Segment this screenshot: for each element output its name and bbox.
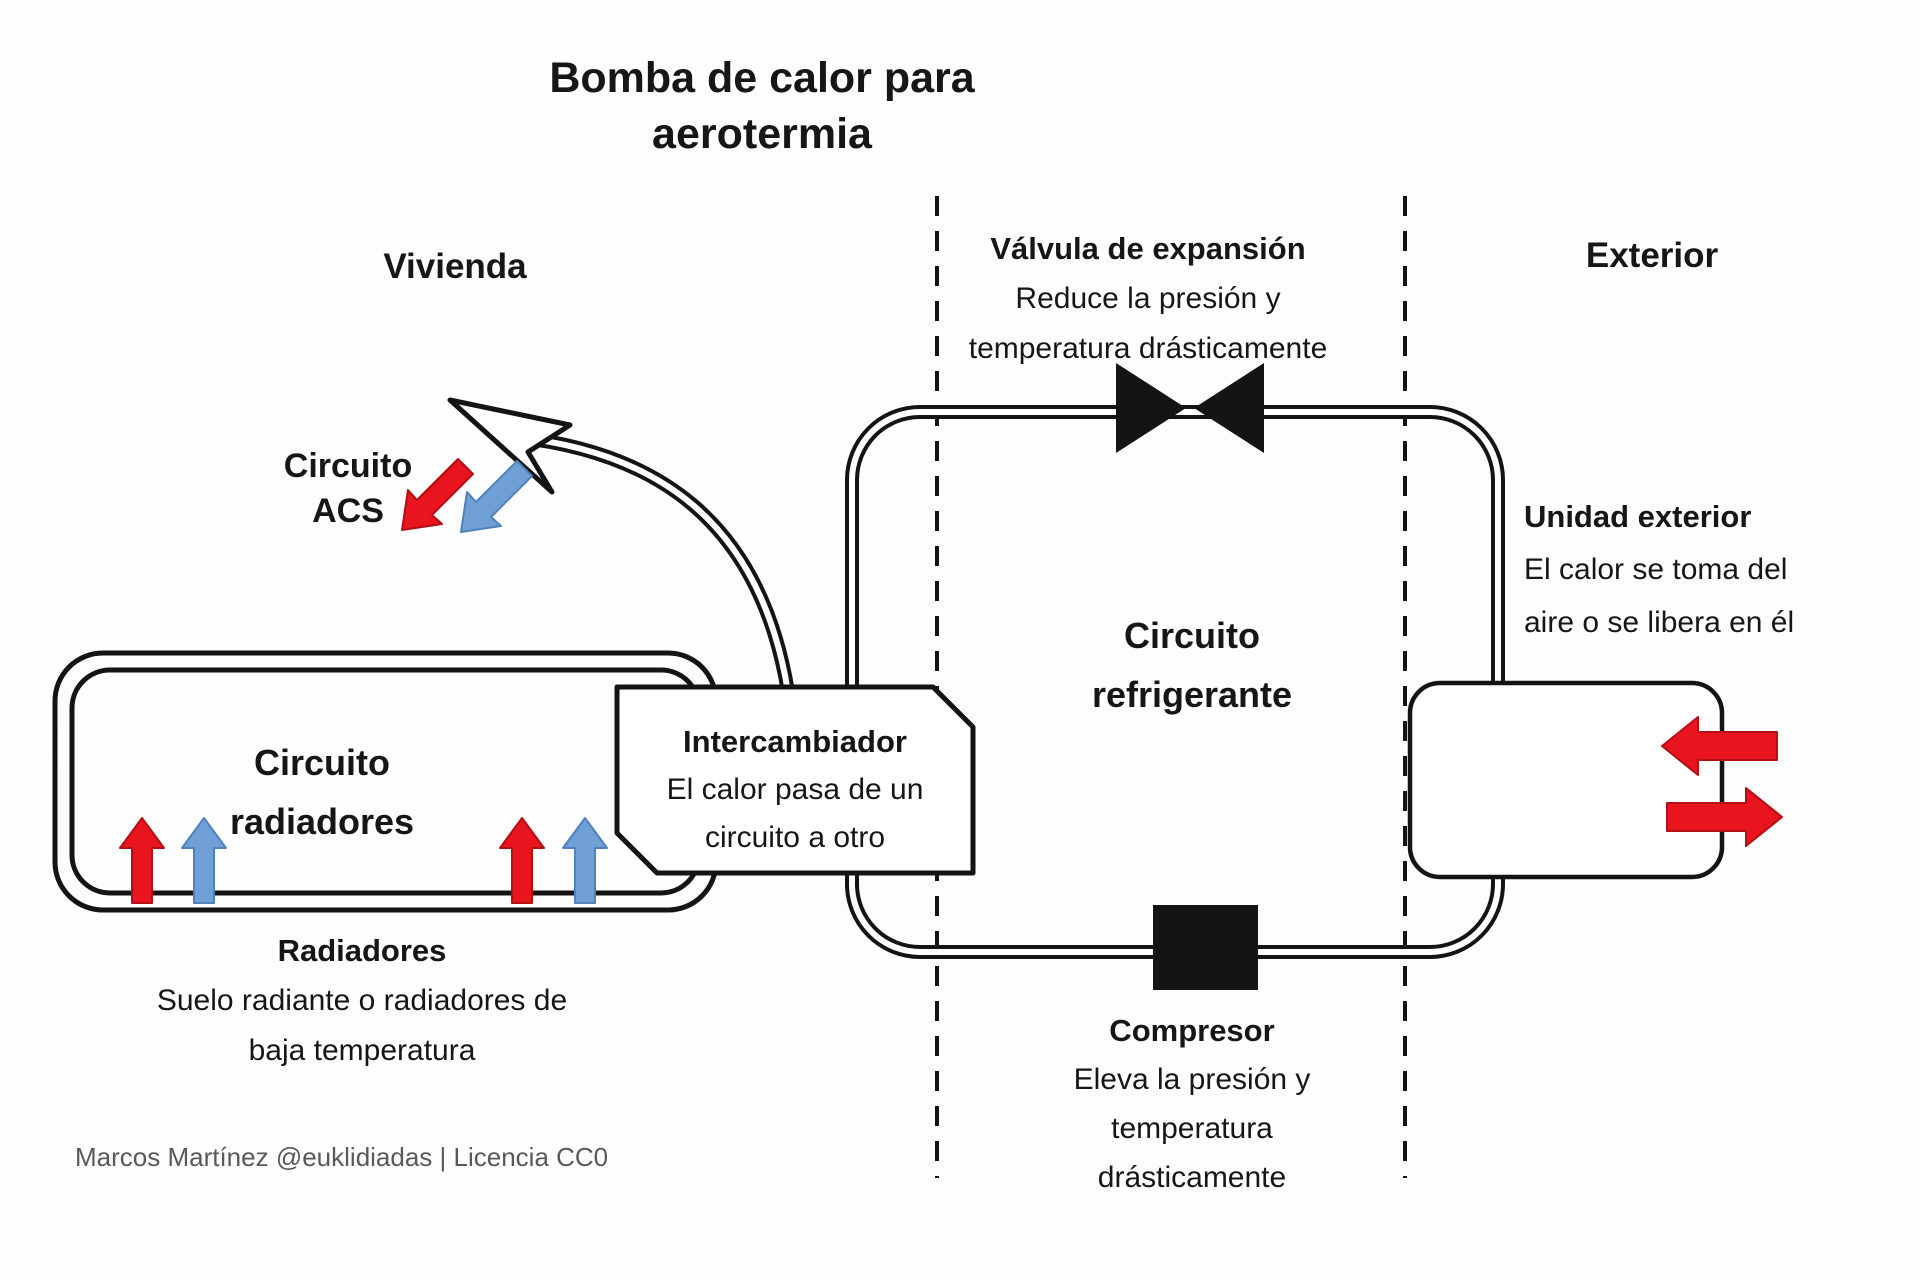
refrigerant-loop-label xyxy=(1092,606,1292,724)
valve-right-triangle xyxy=(1194,363,1264,453)
exchanger-title: Intercambiador xyxy=(683,724,907,759)
compressor-desc-line2: temperatura xyxy=(1111,1112,1273,1145)
valve-desc-line1: Reduce la presión y xyxy=(1015,282,1281,315)
acs-pipe xyxy=(450,400,788,692)
acs-circuit-label xyxy=(284,444,412,534)
exchanger-label xyxy=(667,718,924,862)
outdoor-unit-box xyxy=(1410,683,1722,877)
title-line1: Bomba de calor para xyxy=(549,54,975,102)
compressor-title: Compresor xyxy=(1109,1013,1275,1048)
valve-title: Válvula de expansión xyxy=(990,231,1306,266)
title-line2: aerotermia xyxy=(652,110,872,158)
zone-label-exterior: Exterior xyxy=(1585,236,1719,275)
outdoor-unit-label xyxy=(1524,490,1794,649)
acs-arrows xyxy=(402,459,532,532)
exchanger-desc-line2: circuito a otro xyxy=(704,821,886,854)
radiators-title: Radiadores xyxy=(277,933,447,968)
refrigerant-label-line1: Circuito xyxy=(1123,615,1261,656)
radiators-desc-line2: baja temperatura xyxy=(248,1034,476,1067)
compressor-label xyxy=(1074,1006,1311,1202)
credit-text: Marcos Martínez @euklidiadas | Licencia CC0 xyxy=(75,1142,609,1172)
zone-label-vivienda: Vivienda xyxy=(383,247,527,286)
compressor-desc-line3: drásticamente xyxy=(1097,1161,1287,1194)
hot-up-arrow-icon xyxy=(500,818,544,903)
radiators-label xyxy=(157,926,567,1076)
valve-desc-line2: temperatura drásticamente xyxy=(968,332,1328,365)
hot-up-arrow-icon xyxy=(120,818,164,903)
valve-left-triangle xyxy=(1116,363,1186,453)
expansion-valve-label xyxy=(969,224,1328,374)
radiator-label-line2: radiadores xyxy=(229,801,415,842)
acs-label-line2: ACS xyxy=(312,492,384,530)
outdoor-unit-desc-line2: aire o se libera en él xyxy=(1524,606,1795,639)
page-title xyxy=(549,50,974,162)
compressor-desc-line1: Eleva la presión y xyxy=(1073,1063,1311,1096)
compressor-icon xyxy=(1153,905,1258,990)
cold-up-arrow-icon xyxy=(563,818,607,903)
refrigerant-label-line2: refrigerante xyxy=(1091,674,1293,715)
cold-up-arrow-icon xyxy=(182,818,226,903)
acs-label-line1: Circuito xyxy=(283,447,413,485)
radiators-desc-line1: Suelo radiante o radiadores de xyxy=(156,984,568,1017)
outdoor-unit-title: Unidad exterior xyxy=(1524,499,1752,534)
outdoor-unit-desc-line1: El calor se toma del xyxy=(1524,553,1788,586)
exchanger-desc-line1: El calor pasa de un xyxy=(666,773,924,806)
radiator-label-line1: Circuito xyxy=(253,742,391,783)
radiator-loop-label xyxy=(230,733,414,851)
